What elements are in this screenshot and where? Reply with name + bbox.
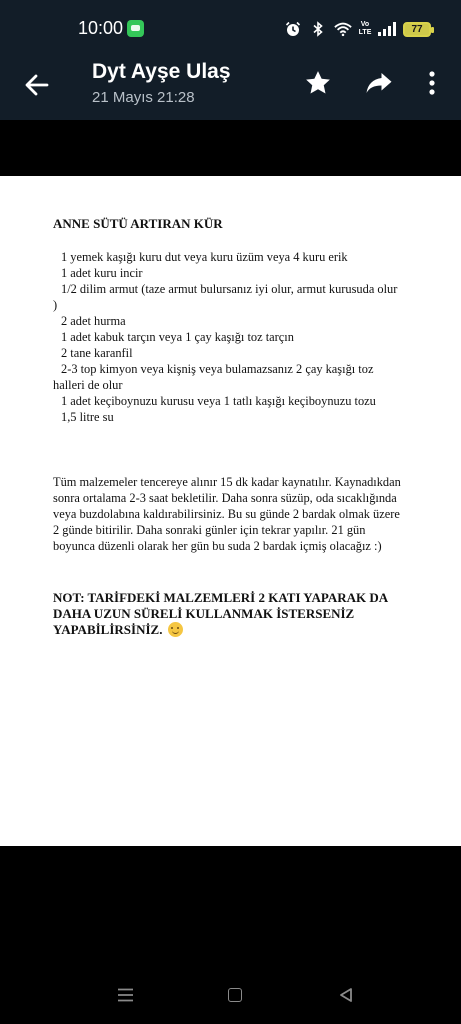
sender-name: Dyt Ayşe Ulaş <box>92 60 231 83</box>
message-notification-icon <box>127 20 144 37</box>
wifi-icon <box>334 20 352 38</box>
note-text: NOT: TARİFDEKİ MALZEMLERİ 2 KATI YAPARAK DA DAHA UZUN SÜRELİ KULLANMAK İSTERSENİZ YAPABİLİRSİNİZ. <box>53 590 388 637</box>
home-icon[interactable] <box>228 988 242 1002</box>
smiley-emoji-icon <box>168 622 183 637</box>
message-date: 21 Mayıs 21:28 <box>92 89 195 106</box>
status-bar <box>0 0 461 58</box>
star-icon[interactable] <box>303 68 333 98</box>
ingredient-item: 1/2 dilim armut (taze armut bulursanız iyi olur, armut kurusuda olur ) <box>53 282 398 312</box>
ingredient-item: 1 adet keçiboynuzu kurusu veya 1 tatlı kaşığı keçiboynuzu tozu <box>61 394 376 408</box>
volte-icon: Vo LTE <box>358 21 372 36</box>
back-icon[interactable] <box>338 987 354 1003</box>
alarm-icon <box>284 20 302 38</box>
status-time: 10:00 <box>78 18 124 38</box>
ingredient-item: 1 adet kabuk tarçın veya 1 çay kaşığı toz tarçın <box>61 330 294 344</box>
back-arrow-icon[interactable] <box>20 68 54 102</box>
recent-apps-icon[interactable] <box>117 988 134 1002</box>
recipe-title: ANNE SÜTÜ ARTIRAN KÜR <box>53 216 223 231</box>
battery-icon: 77 <box>403 22 431 37</box>
instructions-paragraph: Tüm malzemeler tencereye alınır 15 dk kadar kaynatılır. Kaynadıkdan sonra ortalama 2-3 saat bekletilir. Daha sonra süzüp, oda sıcaklığında veya buzdolabına kaldırabilirsiniz. Bu su günde 2 bardak olmak üzere 2 günde bitirilir. Daha sonraki günler için tekrar yapılır. 21 gün boyunca düzenli olarak her gün bu suda 2 bardak içmiş olacağız :) <box>53 475 401 553</box>
ingredient-item: 2 tane karanfil <box>61 346 133 360</box>
navigation-bar <box>0 960 461 1024</box>
bluetooth-icon <box>309 20 327 38</box>
signal-icon <box>378 20 396 38</box>
ingredient-item: 2 adet hurma <box>61 314 126 328</box>
ingredient-item: 1 yemek kaşığı kuru dut veya kuru üzüm veya 4 kuru erik <box>61 250 348 264</box>
note-paragraph <box>53 590 413 638</box>
more-vert-icon[interactable] <box>424 68 440 98</box>
document-image[interactable] <box>0 176 461 846</box>
ingredient-item: 1 adet kuru incir <box>61 266 143 280</box>
ingredient-list <box>53 249 403 425</box>
status-icons <box>284 18 431 40</box>
ingredient-item: 2-3 top kimyon veya kişniş veya bulamazsanız 2 çay kaşığı toz halleri de olur <box>53 362 374 392</box>
share-icon[interactable] <box>364 68 394 98</box>
app-bar <box>0 58 461 120</box>
ingredient-item: 1,5 litre su <box>61 410 114 424</box>
